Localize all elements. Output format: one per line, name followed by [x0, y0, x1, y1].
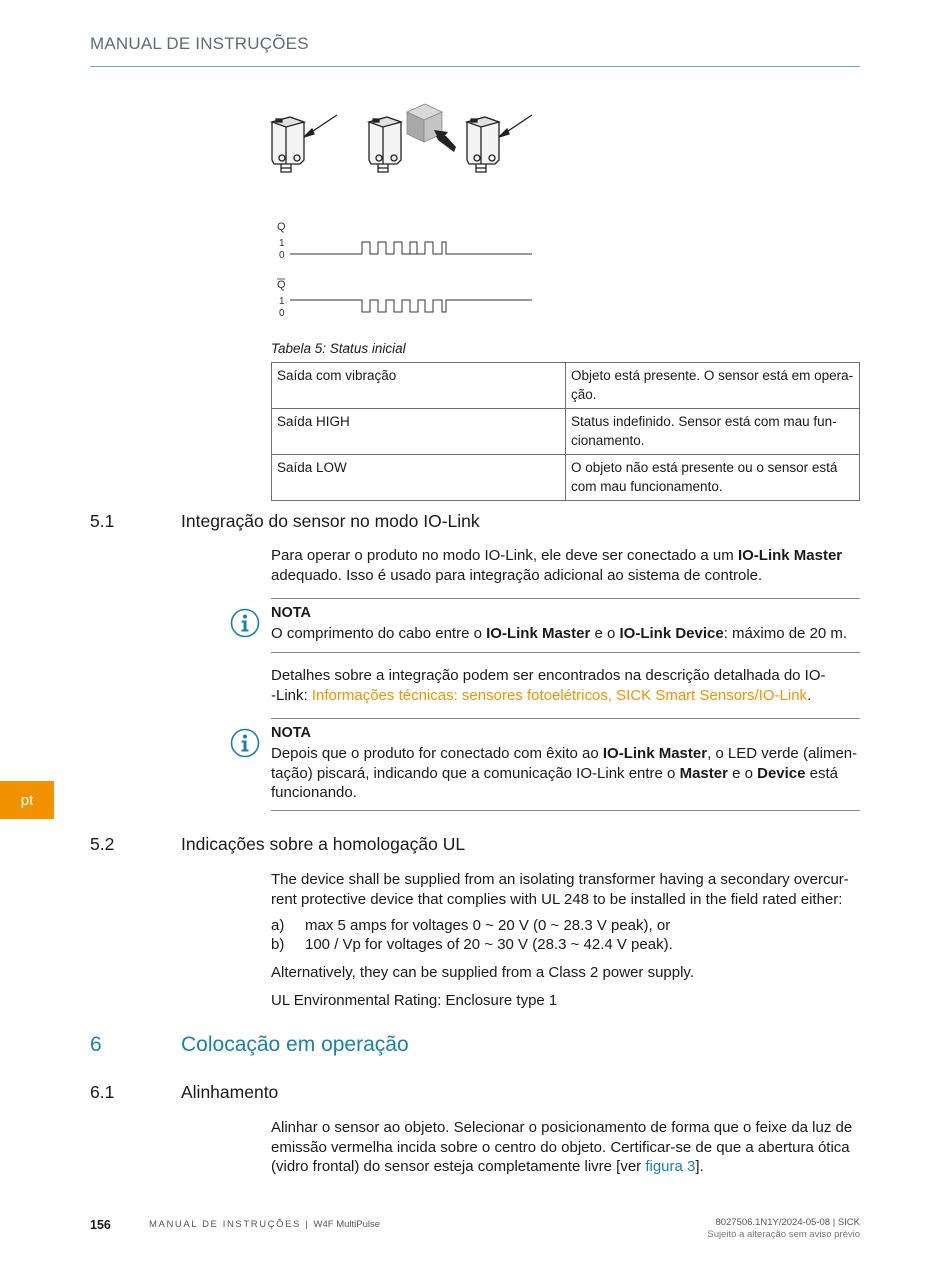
footer-right: 8027506.1N1Y/2024-05-08 | SICK Sujeito a alteração sem aviso prévio [707, 1217, 860, 1240]
section-title: Indicações sobre a homologação UL [181, 834, 466, 854]
table-cell: Saída HIGH [272, 409, 566, 455]
note-bottom-rule [271, 810, 860, 811]
technical-info-link[interactable]: Informações técnicas: sensores fotoelétricos, SICK Smart Sensors/IO-Link [311, 686, 808, 704]
table-cell: Saída LOW [272, 455, 566, 501]
chapter-title: Colocação em operação [181, 1033, 409, 1056]
note-top-rule [271, 718, 860, 719]
svg-text:1: 1 [279, 238, 285, 249]
arrow-icon [434, 130, 456, 152]
note-label: NOTA [271, 605, 312, 621]
footer-left: MANUAL DE INSTRUÇÕES | W4F MultiPulse [149, 1219, 381, 1230]
sensor-signal-figure [262, 100, 552, 325]
table-cell: Status indefinido. Sensor está com mau fun- cionamento. [566, 409, 860, 455]
svg-text:0: 0 [279, 308, 285, 319]
paragraph: Alternatively, they can be supplied from a Class 2 power supply. [271, 964, 694, 981]
table-cell: Objeto está presente. O sensor está em opera- ção. [566, 363, 860, 409]
list-marker: a) [271, 917, 285, 934]
q-signal-label: Q [277, 221, 286, 233]
note-label: NOTA [271, 725, 312, 741]
section-number: 6.1 [90, 1082, 115, 1102]
table-row [272, 409, 860, 455]
note-text: Depois que o produto for conectado com êxito ao IO-Link Master, o LED verde (alimen- tação) piscará, indicando que a comunicação IO-Link entre o Master e o Device está funcionando. [271, 745, 858, 801]
sensor-icon [272, 115, 337, 172]
note-text: O comprimento do cabo entre o IO-Link Master e o IO-Link Device: máximo de 20 m. [271, 625, 848, 642]
section-title: Integração do sensor no modo IO-Link [181, 511, 480, 531]
table-caption: Tabela 5: Status inicial [271, 341, 406, 356]
header-rule [90, 66, 860, 67]
table-cell: O objeto não está presente ou o sensor está com mau funcionamento. [566, 455, 860, 501]
section-title: Alinhamento [181, 1082, 279, 1102]
sensor-icon [369, 117, 401, 172]
list-item: max 5 amps for voltages 0 ~ 20 V (0 ~ 28.3 V peak), or [305, 917, 671, 934]
paragraph: The device shall be supplied from an isolating transformer having a secondary overcur- rent protective device that complies with UL 248 to be installed in the field rated either: [271, 871, 849, 908]
section-number: 5.2 [90, 834, 115, 854]
sensor-icon [467, 115, 532, 172]
paragraph: Detalhes sobre a integração podem ser encontrados na descrição detalhada do IO- -Link: Informações técnicas: sensores fotoelétricos, SICK Smart Sensors/IO-Link. [271, 667, 826, 704]
note-top-rule [271, 598, 860, 599]
status-table [271, 362, 860, 501]
list-item: 100 / Vp for voltages of 20 ~ 30 V (28.3 ~ 42.4 V peak). [305, 936, 673, 953]
info-icon [230, 728, 260, 758]
q-signal-trace [290, 242, 532, 254]
paragraph: UL Environmental Rating: Enclosure type 1 [271, 992, 558, 1009]
running-header: MANUAL DE INSTRUÇÕES [90, 34, 309, 53]
chapter-number: 6 [90, 1033, 102, 1056]
svg-text:1: 1 [279, 296, 285, 307]
note-bottom-rule [271, 652, 860, 653]
figure-link[interactable]: figura 3 [645, 1158, 696, 1175]
svg-text:0: 0 [279, 250, 285, 261]
paragraph: Para operar o produto no modo IO-Link, ele deve ser conectado a um IO-Link Master adequado. Isso é usado para integração adicional ao sistema de controle. [271, 547, 843, 584]
page-number: 156 [90, 1218, 111, 1232]
list-marker: b) [271, 936, 285, 953]
table-cell: Saída com vibração [272, 363, 566, 409]
language-tab[interactable]: pt [0, 781, 54, 819]
paragraph: Alinhar o sensor ao objeto. Selecionar o posicionamento de forma que o feixe da luz de emissão vermelha incida sobre o centro do objeto. Certificar-se de que a abertura ótica (vidro frontal) do sensor esteja completamente livre [ver figura 3]. [271, 1119, 853, 1175]
info-icon [230, 608, 260, 638]
qbar-signal-label: Q [277, 279, 286, 291]
table-row [272, 455, 860, 501]
qbar-signal-trace [290, 300, 532, 312]
section-number: 5.1 [90, 511, 115, 531]
table-row [272, 363, 860, 409]
